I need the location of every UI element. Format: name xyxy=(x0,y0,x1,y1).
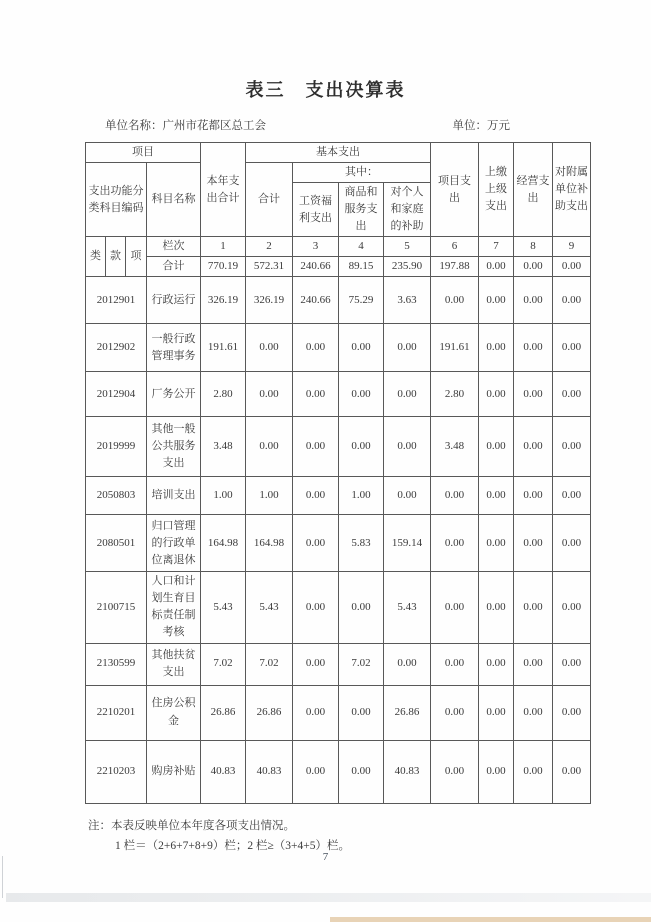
value-cell: 0.00 xyxy=(339,372,384,417)
value-cell: 0.00 xyxy=(553,685,591,740)
value-cell: 0.00 xyxy=(293,324,339,372)
header-goods-services: 商品和服务支出 xyxy=(339,183,384,237)
value-cell: 0.00 xyxy=(293,477,339,515)
value-cell: 26.86 xyxy=(246,685,293,740)
column-number: 4 xyxy=(339,237,384,257)
value-cell: 0.00 xyxy=(431,515,479,572)
header-xiang: 项 xyxy=(126,237,147,277)
value-cell: 0.00 xyxy=(479,324,514,372)
value-cell: 1.00 xyxy=(201,477,246,515)
value-cell: 770.19 xyxy=(201,257,246,277)
code-cell: 2012902 xyxy=(86,324,147,372)
code-cell: 2019999 xyxy=(86,417,147,477)
column-number: 6 xyxy=(431,237,479,257)
value-cell: 0.00 xyxy=(553,372,591,417)
header-year-total: 本年支出合计 xyxy=(201,143,246,237)
table-row xyxy=(86,417,591,477)
value-cell: 40.83 xyxy=(384,740,431,803)
table-row xyxy=(86,572,591,643)
header-of-which: 其中： xyxy=(293,163,431,183)
value-cell: 0.00 xyxy=(514,417,553,477)
value-cell: 7.02 xyxy=(246,643,293,685)
name-cell: 其他一般公共服务支出 xyxy=(147,417,201,477)
name-cell: 住房公积金 xyxy=(147,685,201,740)
value-cell: 0.00 xyxy=(479,477,514,515)
name-cell: 购房补贴 xyxy=(147,740,201,803)
value-cell: 0.00 xyxy=(384,643,431,685)
value-cell: 5.43 xyxy=(201,572,246,643)
header-subject-name: 科目名称 xyxy=(147,163,201,237)
code-cell: 2130599 xyxy=(86,643,147,685)
code-cell: 2050803 xyxy=(86,477,147,515)
total-label: 合计 xyxy=(147,257,201,277)
value-cell: 40.83 xyxy=(201,740,246,803)
value-cell: 5.83 xyxy=(339,515,384,572)
value-cell: 0.00 xyxy=(553,417,591,477)
header-lei: 类 xyxy=(86,237,106,277)
value-cell: 0.00 xyxy=(479,740,514,803)
name-cell: 归口管理的行政单位离退休 xyxy=(147,515,201,572)
currency-unit-label: 单位：万元 xyxy=(452,120,510,132)
value-cell: 326.19 xyxy=(201,277,246,324)
value-cell: 0.00 xyxy=(293,515,339,572)
value-cell: 0.00 xyxy=(339,417,384,477)
unit-name-label: 单位名称：广州市花都区总工会 xyxy=(105,120,266,132)
value-cell: 0.00 xyxy=(479,417,514,477)
value-cell: 240.66 xyxy=(293,257,339,277)
value-cell: 3.48 xyxy=(431,417,479,477)
value-cell: 0.00 xyxy=(553,643,591,685)
value-cell: 89.15 xyxy=(339,257,384,277)
value-cell: 0.00 xyxy=(479,515,514,572)
value-cell: 0.00 xyxy=(553,324,591,372)
value-cell: 0.00 xyxy=(553,740,591,803)
value-cell: 0.00 xyxy=(339,685,384,740)
value-cell: 0.00 xyxy=(514,685,553,740)
value-cell: 2.80 xyxy=(201,372,246,417)
name-cell: 其他扶贫支出 xyxy=(147,643,201,685)
footnote-line-2: 1 栏＝（2+6+7+8+9）栏；2 栏≥（3+4+5）栏。 xyxy=(115,839,350,852)
name-cell: 行政运行 xyxy=(147,277,201,324)
name-cell: 一般行政管理事务 xyxy=(147,324,201,372)
scan-artifact-strip xyxy=(330,917,651,922)
value-cell: 0.00 xyxy=(293,572,339,643)
table-row xyxy=(86,643,591,685)
value-cell: 0.00 xyxy=(514,372,553,417)
header-lanci: 栏次 xyxy=(147,237,201,257)
value-cell: 0.00 xyxy=(293,740,339,803)
column-number: 9 xyxy=(553,237,591,257)
value-cell: 0.00 xyxy=(553,572,591,643)
value-cell: 0.00 xyxy=(431,477,479,515)
value-cell: 235.90 xyxy=(384,257,431,277)
value-cell: 197.88 xyxy=(431,257,479,277)
value-cell: 0.00 xyxy=(431,643,479,685)
value-cell: 326.19 xyxy=(246,277,293,324)
value-cell: 0.00 xyxy=(246,372,293,417)
code-cell: 2100715 xyxy=(86,572,147,643)
name-cell: 厂务公开 xyxy=(147,372,201,417)
header-project-expenditure: 项目支出 xyxy=(431,143,479,237)
value-cell: 0.00 xyxy=(479,685,514,740)
value-cell: 572.31 xyxy=(246,257,293,277)
value-cell: 26.86 xyxy=(384,685,431,740)
scan-artifact-edge xyxy=(2,856,3,898)
value-cell: 0.00 xyxy=(339,324,384,372)
expenditure-table xyxy=(85,142,591,804)
value-cell: 0.00 xyxy=(431,277,479,324)
value-cell: 0.00 xyxy=(293,643,339,685)
value-cell: 0.00 xyxy=(479,257,514,277)
value-cell: 191.61 xyxy=(431,324,479,372)
value-cell: 0.00 xyxy=(246,417,293,477)
value-cell: 0.00 xyxy=(479,572,514,643)
table-row xyxy=(86,740,591,803)
column-number: 8 xyxy=(514,237,553,257)
column-number: 1 xyxy=(201,237,246,257)
value-cell: 2.80 xyxy=(431,372,479,417)
value-cell: 0.00 xyxy=(514,572,553,643)
footnotes xyxy=(88,816,651,856)
value-cell: 159.14 xyxy=(384,515,431,572)
header-function-code: 支出功能分类科目编码 xyxy=(86,163,147,237)
footnote-line-1: 注：本表反映单位本年度各项支出情况。 xyxy=(88,819,295,832)
name-cell: 培训支出 xyxy=(147,477,201,515)
value-cell: 0.00 xyxy=(339,740,384,803)
value-cell: 0.00 xyxy=(384,324,431,372)
value-cell: 0.00 xyxy=(514,515,553,572)
value-cell: 3.48 xyxy=(201,417,246,477)
grand-total-row xyxy=(86,257,591,277)
column-number: 3 xyxy=(293,237,339,257)
value-cell: 0.00 xyxy=(431,740,479,803)
value-cell: 5.43 xyxy=(246,572,293,643)
code-cell: 2080501 xyxy=(86,515,147,572)
table-row xyxy=(86,324,591,372)
value-cell: 0.00 xyxy=(246,324,293,372)
table-row xyxy=(86,372,591,417)
value-cell: 0.00 xyxy=(384,372,431,417)
value-cell: 0.00 xyxy=(384,477,431,515)
table-row xyxy=(86,277,591,324)
scan-artifact-band xyxy=(6,893,651,902)
value-cell: 0.00 xyxy=(553,257,591,277)
header-basic-total: 合计 xyxy=(246,163,293,237)
value-cell: 26.86 xyxy=(201,685,246,740)
value-cell: 0.00 xyxy=(293,372,339,417)
value-cell: 1.00 xyxy=(246,477,293,515)
header-kuan: 款 xyxy=(106,237,126,277)
value-cell: 0.00 xyxy=(514,643,553,685)
header-operating-expenditure: 经营支出 xyxy=(514,143,553,237)
header-salary-welfare: 工资福利支出 xyxy=(293,183,339,237)
value-cell: 0.00 xyxy=(431,685,479,740)
header-project: 项目 xyxy=(86,143,201,163)
value-cell: 0.00 xyxy=(431,572,479,643)
value-cell: 0.00 xyxy=(384,417,431,477)
value-cell: 0.00 xyxy=(514,324,553,372)
value-cell: 1.00 xyxy=(339,477,384,515)
column-index-row xyxy=(86,237,591,257)
name-cell: 人口和计划生育目标责任制考核 xyxy=(147,572,201,643)
value-cell: 0.00 xyxy=(553,277,591,324)
column-number: 2 xyxy=(246,237,293,257)
value-cell: 0.00 xyxy=(479,277,514,324)
value-cell: 0.00 xyxy=(514,257,553,277)
header-affiliate-subsidy-expenditure: 对附属单位补助支出 xyxy=(553,143,591,237)
value-cell: 0.00 xyxy=(514,477,553,515)
value-cell: 0.00 xyxy=(553,477,591,515)
header-upper-level-expenditure: 上缴上级支出 xyxy=(479,143,514,237)
page-title: 表三 支出决算表 xyxy=(245,80,406,100)
value-cell: 0.00 xyxy=(293,417,339,477)
value-cell: 0.00 xyxy=(479,372,514,417)
column-number: 7 xyxy=(479,237,514,257)
value-cell: 164.98 xyxy=(201,515,246,572)
value-cell: 191.61 xyxy=(201,324,246,372)
value-cell: 40.83 xyxy=(246,740,293,803)
value-cell: 3.63 xyxy=(384,277,431,324)
column-number: 5 xyxy=(384,237,431,257)
table-row xyxy=(86,685,591,740)
value-cell: 0.00 xyxy=(514,277,553,324)
value-cell: 0.00 xyxy=(479,643,514,685)
header-basic-expenditure: 基本支出 xyxy=(246,143,431,163)
table-row xyxy=(86,515,591,572)
code-cell: 2210201 xyxy=(86,685,147,740)
page-number: 7 xyxy=(322,851,329,863)
value-cell: 0.00 xyxy=(553,515,591,572)
value-cell: 7.02 xyxy=(201,643,246,685)
value-cell: 164.98 xyxy=(246,515,293,572)
header-row-1 xyxy=(86,143,591,163)
code-cell: 2012901 xyxy=(86,277,147,324)
header-personal-family-subsidy: 对个人和家庭的补助 xyxy=(384,183,431,237)
value-cell: 240.66 xyxy=(293,277,339,324)
value-cell: 5.43 xyxy=(384,572,431,643)
code-cell: 2012904 xyxy=(86,372,147,417)
value-cell: 75.29 xyxy=(339,277,384,324)
value-cell: 7.02 xyxy=(339,643,384,685)
table-row xyxy=(86,477,591,515)
value-cell: 0.00 xyxy=(293,685,339,740)
value-cell: 0.00 xyxy=(339,572,384,643)
code-cell: 2210203 xyxy=(86,740,147,803)
meta-row xyxy=(85,117,590,133)
value-cell: 0.00 xyxy=(514,740,553,803)
